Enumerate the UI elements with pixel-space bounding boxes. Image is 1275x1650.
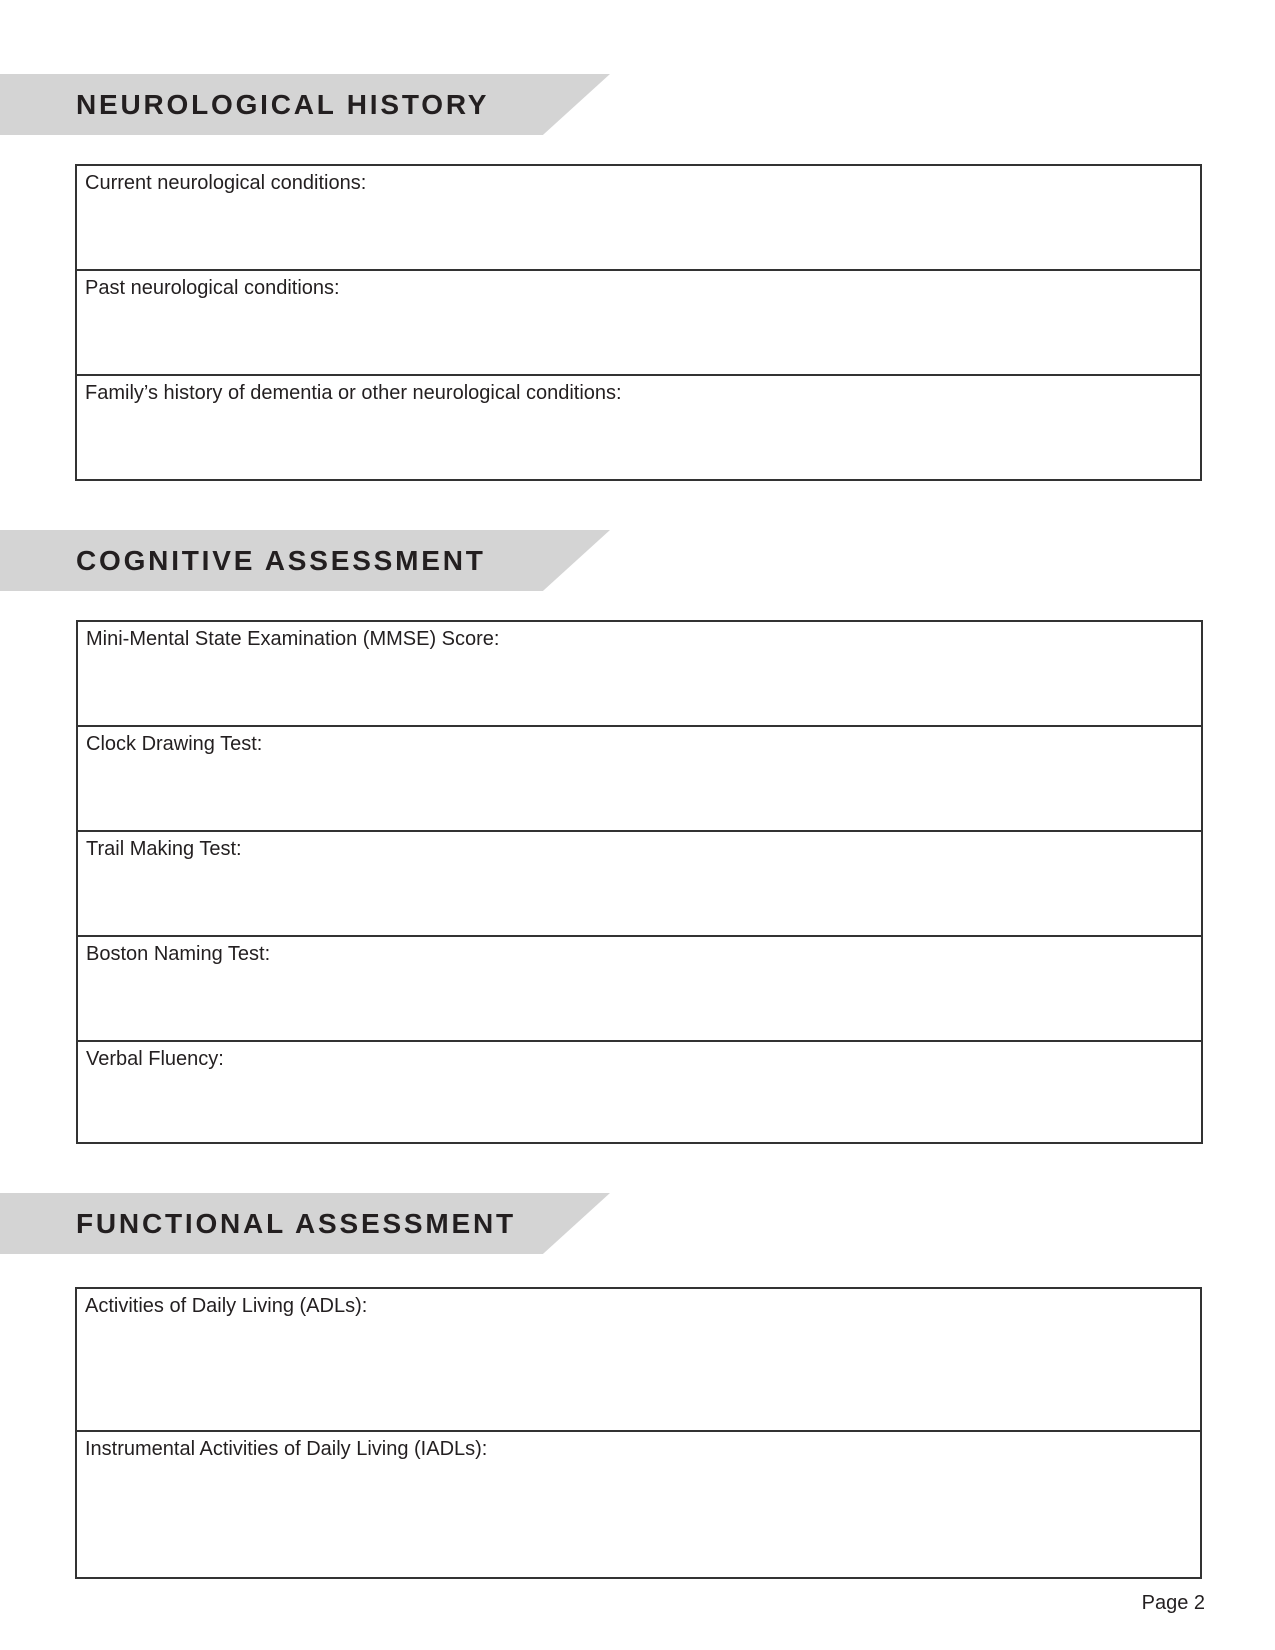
section-title-functional-assessment: FUNCTIONAL ASSESSMENT: [76, 1208, 516, 1239]
field-trail-making-test[interactable]: [78, 832, 1201, 937]
field-label: Past neurological conditions:: [85, 277, 340, 299]
functional-assessment-table: [75, 1287, 1202, 1579]
field-label: Clock Drawing Test:: [86, 733, 263, 755]
field-label: Mini-Mental State Examination (MMSE) Score:: [86, 628, 500, 650]
field-family-history[interactable]: [77, 376, 1200, 479]
field-current-neurological-conditions[interactable]: [77, 166, 1200, 271]
field-label: Trail Making Test:: [86, 838, 242, 860]
field-label: Activities of Daily Living (ADLs):: [85, 1295, 368, 1317]
field-label: Boston Naming Test:: [86, 943, 271, 965]
neurological-history-table: [75, 164, 1202, 481]
field-boston-naming-test[interactable]: [78, 937, 1201, 1042]
page-number: Page 2: [1141, 1592, 1205, 1614]
field-past-neurological-conditions[interactable]: [77, 271, 1200, 376]
field-label: Instrumental Activities of Daily Living (IADLs):: [85, 1438, 488, 1460]
field-label: Current neurological conditions:: [85, 172, 367, 194]
field-adls[interactable]: [77, 1289, 1200, 1432]
field-label: Family’s history of dementia or other neurological conditions:: [85, 382, 622, 404]
section-title-neurological-history: NEUROLOGICAL HISTORY: [76, 89, 490, 120]
field-iadls[interactable]: [77, 1432, 1200, 1577]
section-title-cognitive-assessment: COGNITIVE ASSESSMENT: [76, 545, 486, 576]
field-label: Verbal Fluency:: [86, 1048, 224, 1070]
field-verbal-fluency[interactable]: [78, 1042, 1201, 1142]
field-clock-drawing-test[interactable]: [78, 727, 1201, 832]
field-mmse-score[interactable]: [78, 622, 1201, 727]
cognitive-assessment-table: [76, 620, 1203, 1144]
